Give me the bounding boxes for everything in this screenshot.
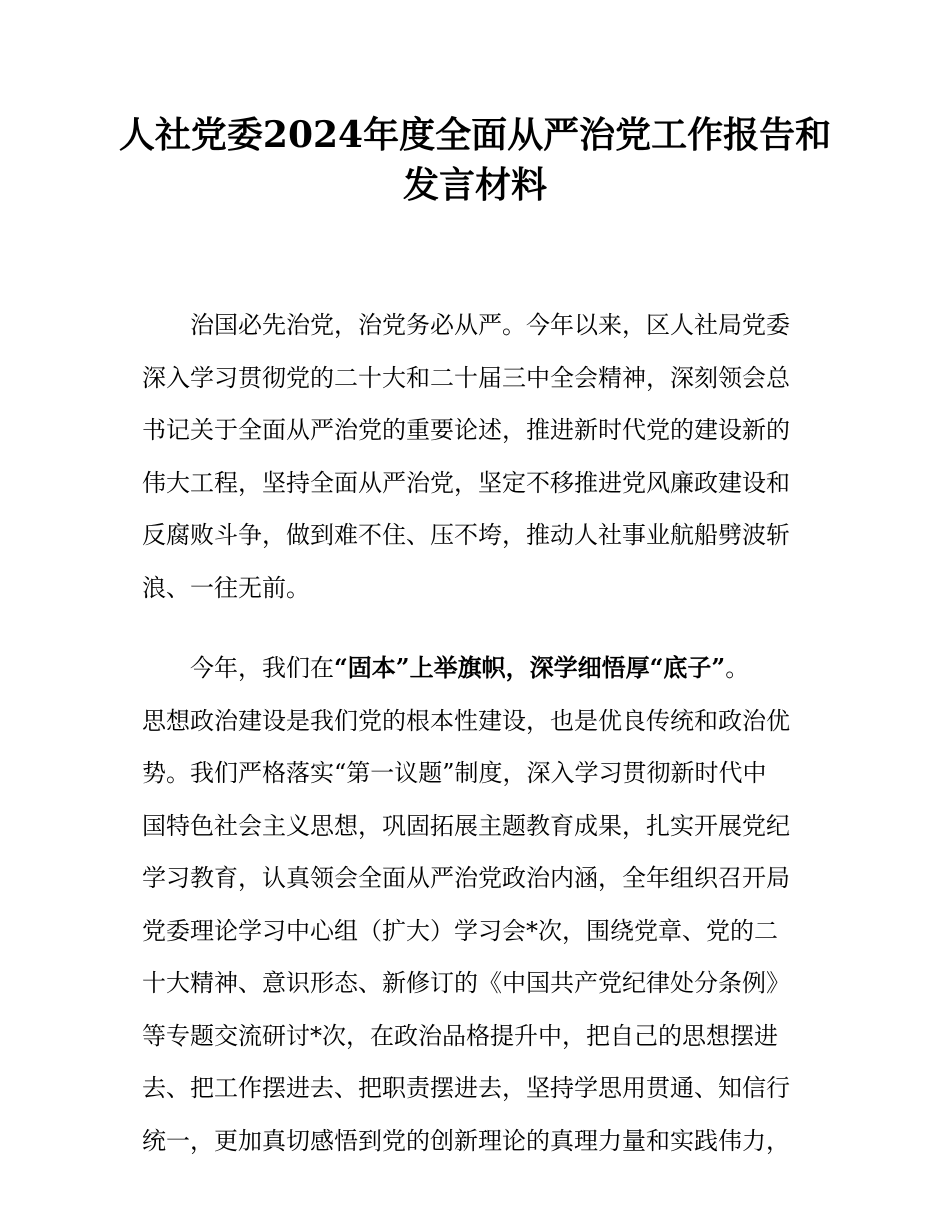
paragraph-line: 浪、一往无前。 — [142, 573, 310, 602]
paragraph-line: 十大精神、意识形态、新修订的《中国共产党纪律处分条例》 — [142, 969, 790, 997]
paragraph-line: 势。我们严格落实“第一议题”制度，深入学习贯彻新时代中 — [142, 759, 767, 787]
paragraph-line: 党委理论学习中心组（扩大）学习会*次，围绕党章、党的二 — [142, 916, 778, 945]
paragraph-line: 深入学习贯彻党的二十大和二十届三中全会精神，深刻领会总 — [142, 363, 790, 392]
paragraph-tail-text: 。 — [725, 654, 750, 682]
paragraph-line: 反腐败斗争，做到难不住、压不垮，推动人社事业航船劈波斩 — [142, 521, 790, 549]
paragraph-line: 书记关于全面从严治党的重要论述，推进新时代党的建设新的 — [142, 416, 790, 444]
paragraph-line: 国特色社会主义思想，巩固拓展主题教育成果，扎实开展党纪 — [142, 811, 790, 840]
paragraph-line: 去、把工作摆进去、把职责摆进去，坚持学思用贯通、知信行 — [142, 1074, 790, 1102]
title-line-2: 发言材料 — [402, 164, 547, 206]
paragraph-line: 思想政治建设是我们党的根本性建设，也是优良传统和政治优 — [142, 706, 790, 735]
paragraph-1 — [142, 299, 810, 614]
paragraph-lead-text: 今年，我们在 — [190, 654, 334, 682]
paragraph-2 — [142, 642, 810, 1167]
title-line-1: 人社党委2024年度全面从严治党工作报告和 — [118, 114, 832, 156]
paragraph-line: 统一，更加真切感悟到党的创新理论的真理力量和实践伟力， — [142, 1126, 790, 1155]
document-body — [142, 299, 810, 1167]
document-title — [100, 110, 850, 210]
paragraph-line: 治国必先治党，治党务必从严。今年以来，区人社局党委 — [190, 311, 790, 339]
paragraph-line: 等专题交流研讨*次，在政治品格提升中，把自己的思想摆进 — [142, 1021, 778, 1050]
paragraph-bold-heading: “固本”上举旗帜，深学细悟厚“底子” — [334, 653, 726, 682]
paragraph-first-line — [142, 642, 810, 695]
paragraph-line: 学习教育，认真领会全面从严治党政治内涵，全年组织召开局 — [142, 864, 790, 892]
paragraph-line: 伟大工程，坚持全面从严治党，坚定不移推进党风廉政建设和 — [142, 468, 790, 497]
